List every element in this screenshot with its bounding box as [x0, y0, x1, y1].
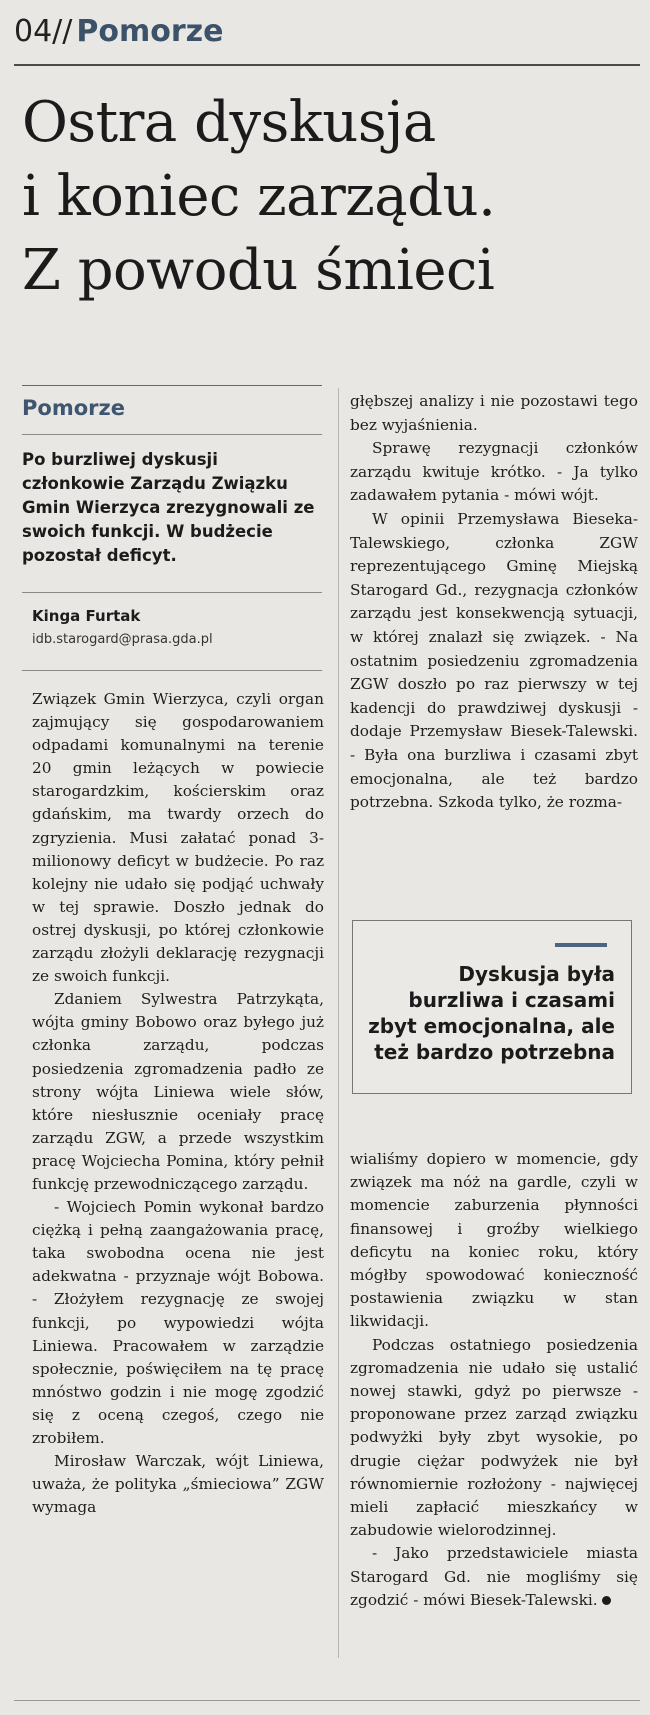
paragraph: Zdaniem Sylwestra Patrzykąta, wójta gminy Bobowo oraz byłego już członka zarządu, podczas posiedzenia zgromadzenia padło ze strony wójta Liniewa wiele słów, które niesłusznie oceniały pracę zarządu ZGW, a przede wszystkim pracę Wojciecha Pomina, który pełnił funkcję przewodniczącego zarządu. [32, 990, 324, 1193]
article-author: Kinga Furtak [32, 607, 141, 625]
paragraph: Podczas ostatniego posiedzenia zgromadzenia nie udało się ustalić nowej stawki, gdyż po pierwsze - proponowane przez zarząd związku podwyżki były zbyt wysokie, po drugie ciężar podwyżek nie był równomiernie rozłożony - najwięcej mieli zapłacić mieszkańcy w zabudowie wielorodzinnej. [350, 1335, 638, 1540]
paragraph: - Wojciech Pomin wykonał bardzo ciężką i pełną zaangażowania pracę, taka swobodna ocena nie jest adekwatna - przyznaje wójt Bobowa. - Złożyłem rezygnację ze swojej funkcji, po wypowiedzi wójta Liniewa. Pracowałem w zarządzie społecznie, poświęciłem na tę pracę mnóstwo godzin i nie mogę zgodzić się z oceną czegoś, czego nie zrobiłem. [32, 1198, 324, 1447]
page-header [14, 14, 223, 50]
article-body-left [32, 688, 324, 1519]
paragraph: głębszej analizy i nie pozostawi tego bez wyjaśnienia. [350, 392, 638, 434]
footer-rule [14, 1700, 640, 1701]
column-divider [338, 388, 339, 1658]
pull-quote: Dyskusja była burzliwa i czasami zbyt emocjonalna, ale też bardzo potrzebna [368, 962, 615, 1064]
headline-line-3: Z powodu śmieci [22, 238, 495, 303]
lead-rule [22, 592, 322, 593]
paragraph: wialiśmy dopiero w momencie, gdy związek ma nóż na gardle, czyli w momencie zaburzenia płynności finansowej i groźby wielkiego deficytu na koniec roku, który mógłby spowodować konieczność postawienia związku w stan likwidacji. [350, 1150, 638, 1331]
article-body-right [350, 390, 638, 815]
paragraph [350, 1542, 638, 1612]
headline [22, 86, 642, 308]
page-number: 04// [14, 14, 73, 49]
headline-line-2: i koniec zarządu. [22, 164, 496, 229]
byline-rule [22, 670, 322, 671]
paragraph: Sprawę rezygnacji członków zarządu kwituje krótko. - Ja tylko zadawałem pytania - mówi wójt. [350, 439, 638, 505]
article-rubric: Pomorze [22, 396, 125, 420]
section-name: Pomorze [76, 14, 224, 49]
article-lead: Po burzliwej dyskusji członkowie Zarządu Związku Gmin Wierzyca zrezygnowali ze swoich funkcji. W budżecie pozostał deficyt. [22, 450, 315, 565]
paragraph: Mirosław Warczak, wójt Liniewa, uważa, że polityka „śmieciowa” ZGW wymaga [32, 1452, 324, 1517]
quote-accent-bar [555, 943, 607, 947]
paragraph: W opinii Przemysława Bieseka-Talewskiego, członka ZGW reprezentującego Gminę Miejską Starogard Gd., rezygnacja członków zarządu jest konsekwencją sytuacji, w której znalazł się związek. - Na ostatnim posiedzeniu zgromadzenia ZGW doszło po raz pierwszy w tej kadencji do prawdziwej dyskusji - dodaje Przemysław Biesek-Talewski. - Była ona burzliwa i czasami zbyt emocjonalna, ale też bardzo potrzebna. Szkoda tylko, że rozma- [350, 509, 638, 812]
paragraph: Związek Gmin Wierzyca, czyli organ zajmujący się gospodarowaniem odpadami komunalnymi na terenie 20 gmin leżących w powiecie starogardzkim, kościerskim oraz gdańskim, ma twardy orzech do zgryzienia. Musi załatać ponad 3-milionowy deficyt w budżecie. Po raz kolejny nie udało się podjąć uchwały w tej sprawie. Doszło jednak do ostrej dyskusji, po której członkowie zarządu złożyli deklarację rezygnacji ze swoich funkcji. [32, 690, 324, 986]
pull-quote-box [352, 920, 632, 1094]
rubric-rule-bottom [22, 434, 322, 435]
rubric-rule-top [22, 385, 322, 386]
article-body-right-continued [350, 1148, 638, 1612]
author-email[interactable]: idb.starogard@prasa.gda.pl [32, 632, 213, 647]
header-rule [14, 64, 640, 66]
headline-line-1: Ostra dyskusja [22, 90, 436, 155]
end-of-article-icon [602, 1596, 611, 1605]
closing-text: - Jako przedstawiciele miasta Starogard Gd. nie mogliśmy się zgodzić - mówi Biesek-Talewski. [350, 1544, 638, 1609]
